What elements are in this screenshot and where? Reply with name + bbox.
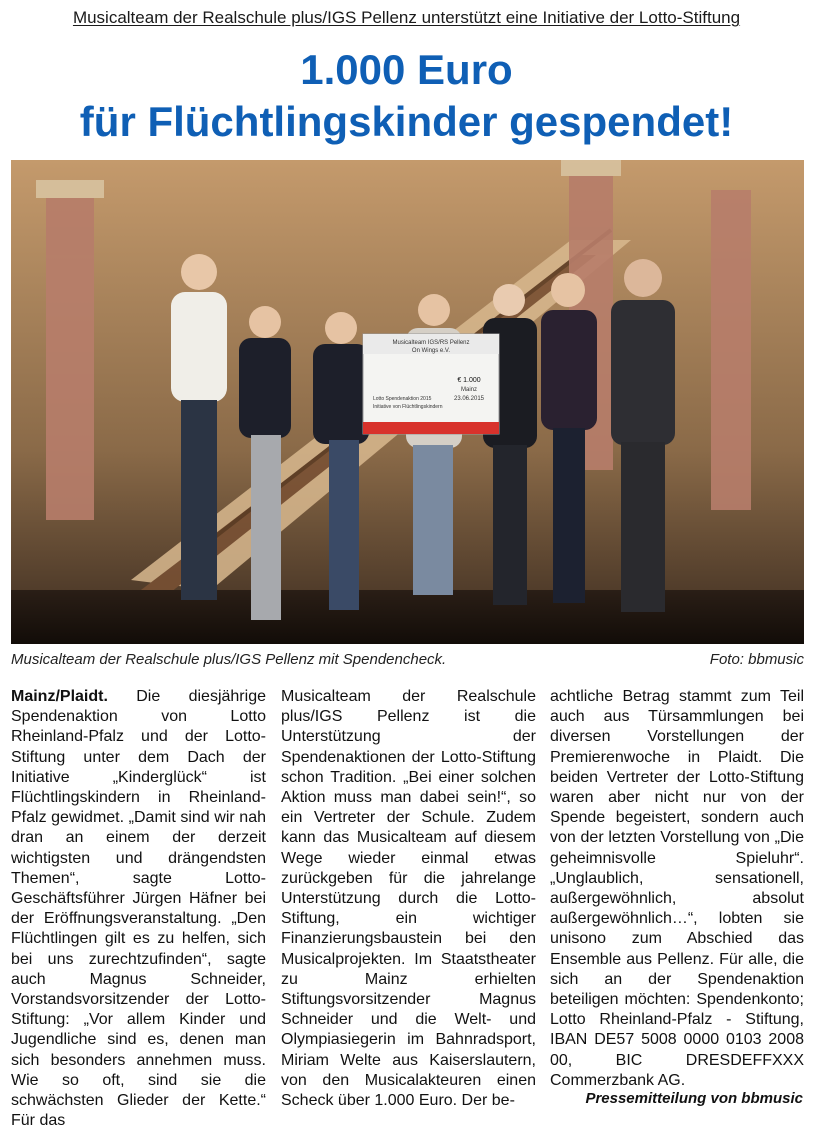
check-memo-2: Initiative von Flüchtlingskindern bbox=[373, 404, 443, 410]
caption-text: Musicalteam der Realschule plus/IGS Pellenz mit Spendencheck. bbox=[11, 651, 447, 668]
check-memo-1: Lotto Spendenaktion 2015 bbox=[373, 396, 432, 402]
article-column-1 bbox=[11, 687, 266, 1131]
article-column-3: achtliche Betrag stammt zum Teil auch aus Türsammlungen bei diversen Vorstellungen der Premierenwoche in Plaidt. Die beiden Vertreter der Lotto-Stiftung waren aber nicht nur von der Spende begeistert, sondern auch von der letzten Vorstellung von „Die geheimnisvolle Spieluhr“. „Unglaublich, sensationell, außergewöhnlich, absolut außergewöhnlich…“, lobten sie unisono zum Abschied das Ensemble aus Pellenz. Für alle, die sich an der Spendenaktion beteiligen möchten: Spendenkonto; Lotto Rheinland-Pfalz - Stiftung, IBAN DE57 5008 0000 0103 2008 00, BIC DRESDEFFXXX Commerzbank AG. bbox=[550, 688, 804, 1089]
article-kicker bbox=[0, 8, 813, 28]
check-amount: € 1.000 bbox=[457, 377, 481, 384]
dateline: Mainz/Plaidt. bbox=[11, 688, 108, 705]
photo-credit: Foto: bbmusic bbox=[709, 651, 804, 668]
kicker-text: Musicalteam der Realschule plus/IGS Pellenz unterstützt eine Initiative der Lotto-Stiftung bbox=[72, 8, 741, 27]
photo-illustration bbox=[11, 160, 804, 644]
check-payee: Musicalteam IGS/RS Pellenz bbox=[392, 340, 470, 346]
article-headline bbox=[0, 44, 813, 148]
donation-check bbox=[363, 334, 499, 434]
check-place: Mainz bbox=[460, 387, 478, 393]
article-column-2: Musicalteam der Realschule plus/IGS Pellenz ist die Unterstützung der Spendenaktionen der Lotto-Stiftung schon Tradition. „Bei einer solchen Aktion muss man dabei sein!“, so ein Vertreter der Schule. Zudem kann das Musicalteam auf diesem Wege wieder einmal etwas zurückgeben für die jahrelange Unterstützung durch die Lotto-Stiftung, ein wichtiger Finanzierungsbaustein bei den Musicalprojekten. Im Staatstheater zu Mainz erhielten Stiftungsvorsitzender Magnus Schneider und die Welt- und Olympiasiegerin im Bahnradsport, Miriam Welte aus Kaiserslautern, von den Musicalakteuren einen Scheck über 1.000 Euro. Der be- bbox=[281, 688, 536, 1110]
column-1-text: Die diesjährige Spendenaktion von Lotto Rheinland-Pfalz und der Lotto-Stiftung unter dem Dach der Initiative „Kinderglück“ ist Flüchtlingskindern in Rheinland-Pfalz gewidmet. „Damit sind wir nah dran an einem der derzeit wichtigsten und drängendsten Themen“, sagte Lotto-Geschäftsführer Jürgen Häfner bei der Eröffnungsveranstaltung. „Den Flüchtlingen gilt es zu helfen, sich bei uns zurechtzufinden“, sagte auch Magnus Schneider, Vorstandsvorsitzender der Lotto-Stiftung: „Vor allem Kinder und Jugendliche sind es, denen man sich besonders annehmen muss. Wie so oft, sind sie die schwächsten Glieder der Kette.“ Für das bbox=[11, 688, 266, 1130]
article-photo bbox=[11, 160, 804, 644]
headline-line-2: für Flüchtlingskinder gespendet! bbox=[79, 98, 734, 145]
headline-line-1: 1.000 Euro bbox=[300, 46, 513, 93]
check-date: 23.06.2015 bbox=[453, 396, 485, 402]
press-release-signoff: Pressemitteilung von bbmusic bbox=[585, 1090, 803, 1107]
check-payee-2: On Wings e.V. bbox=[411, 348, 451, 354]
photo-caption bbox=[11, 651, 804, 668]
